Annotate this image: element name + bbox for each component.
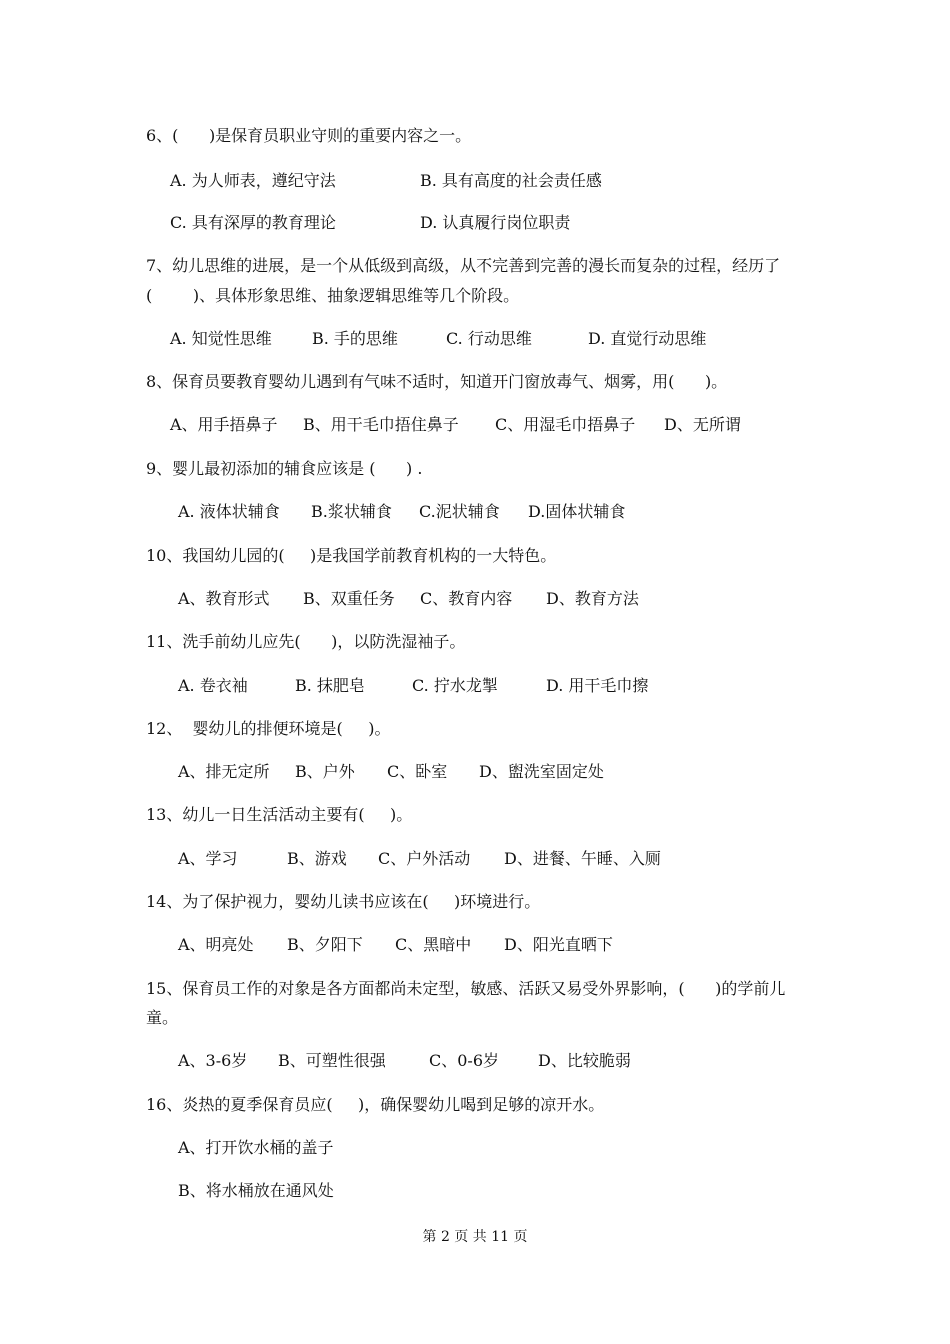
q16-option-a: A、打开饮水桶的盖子: [178, 1138, 334, 1157]
q8-option-a: A、用手捂鼻子: [170, 415, 278, 434]
question-7-line-2: ( )、具体形象思维、抽象逻辑思维等几个阶段。: [146, 286, 520, 305]
q13-option-d: D、进餐、午睡、入厕: [504, 849, 661, 868]
question-11: 11、洗手前幼儿应先( )，以防洗湿袖子。: [146, 632, 466, 651]
q11-option-d: D. 用干毛巾擦: [546, 676, 649, 695]
q10-option-c: C、教育内容: [420, 589, 513, 608]
q9-option-a: A. 液体状辅食: [178, 502, 280, 521]
q13-option-c: C、户外活动: [378, 849, 471, 868]
q15-option-b: B、可塑性很强: [278, 1051, 386, 1070]
q9-option-b: B.浆状辅食: [311, 502, 392, 521]
q14-option-a: A、明亮处: [178, 935, 254, 954]
q15-option-a: A、3-6岁: [178, 1051, 248, 1070]
q6-option-d: D. 认真履行岗位职责: [420, 213, 571, 232]
question-7-line-1: 7、幼儿思维的进展，是一个从低级到高级，从不完善到完善的漫长而复杂的过程，经历了: [146, 256, 781, 275]
q10-option-d: D、教育方法: [546, 589, 639, 608]
question-6: 6、( )是保育员职业守则的重要内容之一。: [146, 126, 472, 145]
q8-option-c: C、用湿毛巾捂鼻子: [495, 415, 636, 434]
q7-option-a: A. 知觉性思维: [170, 329, 272, 348]
q7-option-d: D. 直觉行动思维: [588, 329, 707, 348]
q7-option-c: C. 行动思维: [446, 329, 532, 348]
q10-option-a: A、教育形式: [178, 589, 270, 608]
question-12: 12、 婴幼儿的排便环境是( )。: [146, 719, 391, 738]
q10-option-b: B、双重任务: [303, 589, 395, 608]
q14-option-d: D、阳光直晒下: [504, 935, 613, 954]
q6-option-b: B. 具有高度的社会责任感: [420, 171, 602, 190]
question-8: 8、保育员要教育婴幼儿遇到有气味不适时，知道开门窗放毒气、烟雾，用( )。: [146, 372, 728, 391]
question-15-line-2: 童。: [146, 1008, 179, 1027]
q6-option-c: C. 具有深厚的教育理论: [170, 213, 336, 232]
question-10: 10、我国幼儿园的( )是我国学前教育机构的一大特色。: [146, 546, 557, 565]
question-13: 13、幼儿一日生活活动主要有( )。: [146, 805, 413, 824]
q8-option-d: D、无所谓: [664, 415, 741, 434]
question-14: 14、为了保护视力，婴幼儿读书应该在( )环境进行。: [146, 892, 541, 911]
question-15-line-1: 15、保育员工作的对象是各方面都尚未定型，敏感、活跃又易受外界影响，( )的学前儿: [146, 979, 786, 998]
q12-option-a: A、排无定所: [178, 762, 270, 781]
q16-option-b: B、将水桶放在通风处: [178, 1181, 334, 1200]
page-number-footer: 第 2 页 共 11 页: [422, 1229, 528, 1245]
q11-option-a: A. 卷衣袖: [178, 676, 248, 695]
q8-option-b: B、用干毛巾捂住鼻子: [303, 415, 459, 434]
q15-option-d: D、比较脆弱: [538, 1051, 631, 1070]
q7-option-b: B. 手的思维: [312, 329, 398, 348]
q11-option-b: B. 抹肥皂: [295, 676, 365, 695]
q9-option-c: C.泥状辅食: [419, 502, 500, 521]
q12-option-b: B、户外: [295, 762, 355, 781]
q6-option-a: A. 为人师表，遵纪守法: [170, 171, 336, 190]
q11-option-c: C. 拧水龙掣: [412, 676, 498, 695]
q15-option-c: C、0-6岁: [429, 1051, 500, 1070]
q13-option-b: B、游戏: [287, 849, 347, 868]
q14-option-b: B、夕阳下: [287, 935, 363, 954]
q12-option-c: C、卧室: [387, 762, 448, 781]
question-9: 9、婴儿最初添加的辅食应该是 ( ) .: [146, 459, 423, 478]
q9-option-d: D.固体状辅食: [528, 502, 626, 521]
q13-option-a: A、学习: [178, 849, 238, 868]
question-16: 16、炎热的夏季保育员应( )，确保婴幼儿喝到足够的凉开水。: [146, 1095, 605, 1114]
q12-option-d: D、盥洗室固定处: [479, 762, 604, 781]
q14-option-c: C、黑暗中: [395, 935, 472, 954]
